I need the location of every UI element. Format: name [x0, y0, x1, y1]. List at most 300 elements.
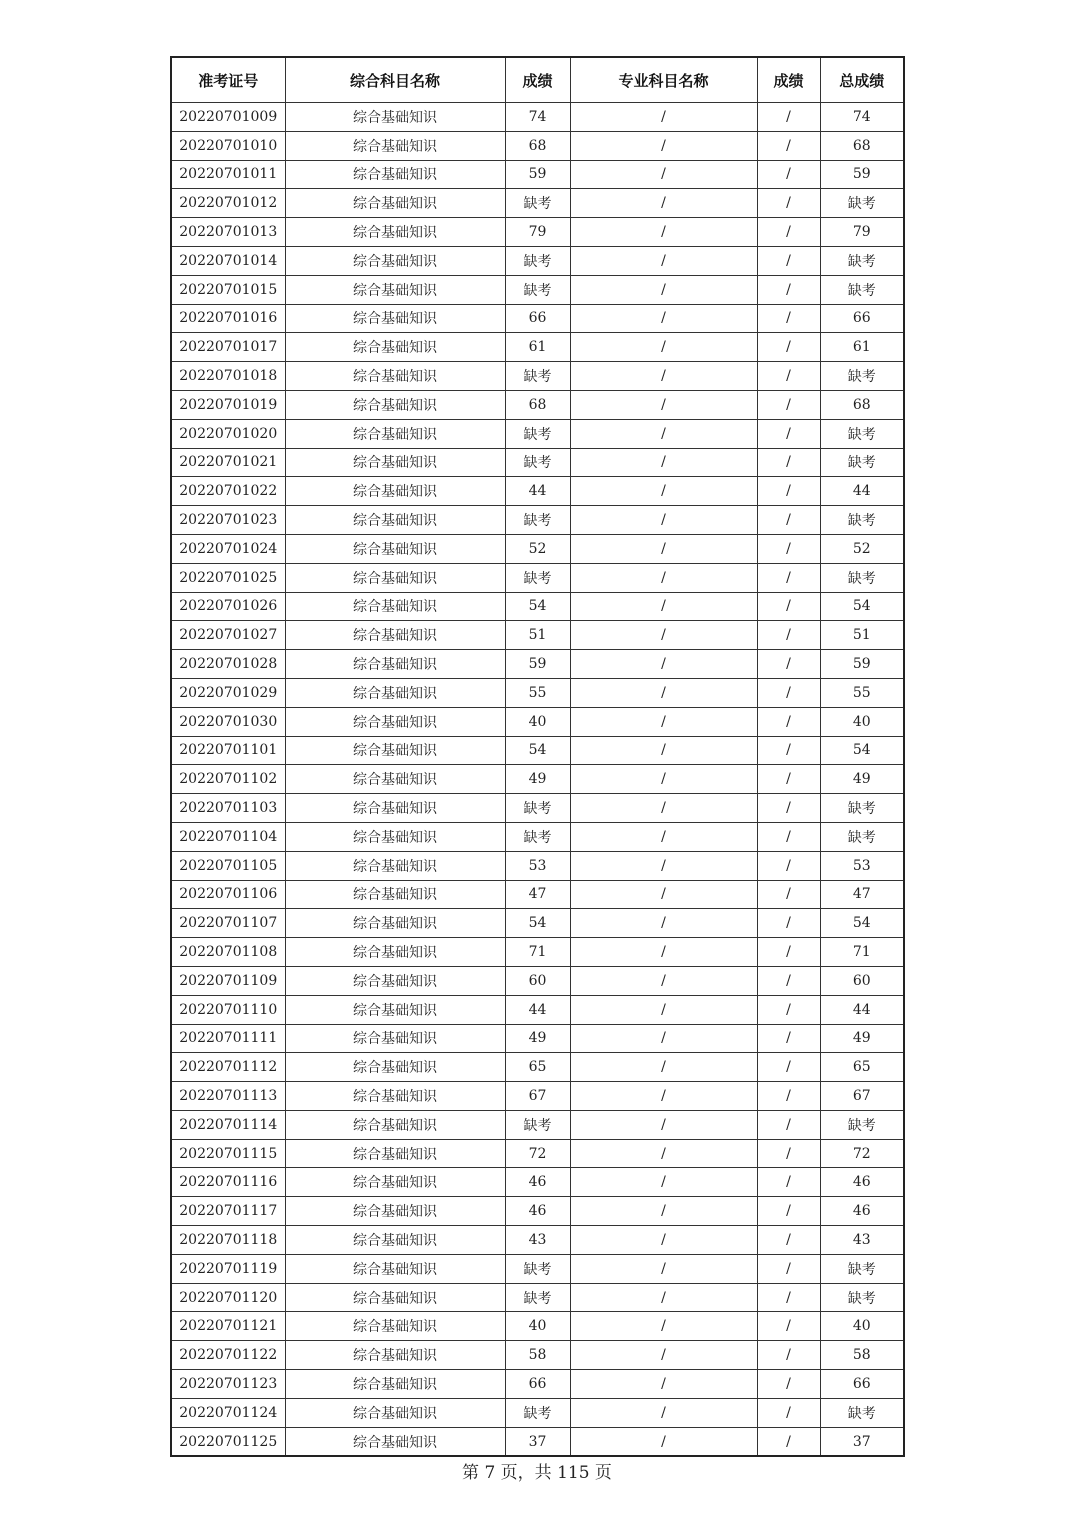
general-subject-cell: 综合基础知识 — [285, 822, 505, 851]
general-score-cell: 51 — [505, 621, 570, 650]
table-row — [171, 736, 904, 765]
exam-id-cell: 20220701028 — [171, 650, 285, 679]
table-row — [171, 1370, 904, 1399]
general-score-cell: 68 — [505, 131, 570, 160]
general-subject-cell: 综合基础知识 — [285, 189, 505, 218]
table-row — [171, 131, 904, 160]
total-score-cell: 59 — [820, 160, 904, 189]
general-score-cell: 46 — [505, 1197, 570, 1226]
general-subject-cell: 综合基础知识 — [285, 678, 505, 707]
table-row — [171, 304, 904, 333]
total-score-cell: 缺考 — [820, 246, 904, 275]
major-score-cell: / — [757, 794, 820, 823]
general-score-cell: 缺考 — [505, 362, 570, 391]
total-score-cell: 40 — [820, 707, 904, 736]
major-subject-cell: / — [570, 275, 757, 304]
major-subject-cell: / — [570, 534, 757, 563]
general-score-cell: 58 — [505, 1341, 570, 1370]
exam-id-cell: 20220701027 — [171, 621, 285, 650]
general-score-cell: 缺考 — [505, 822, 570, 851]
score-table-body — [171, 103, 904, 1457]
general-score-cell: 59 — [505, 650, 570, 679]
total-score-cell: 缺考 — [820, 794, 904, 823]
major-subject-cell: / — [570, 419, 757, 448]
header-major-subject: 专业科目名称 — [570, 57, 757, 103]
major-subject-cell: / — [570, 1370, 757, 1399]
table-row — [171, 765, 904, 794]
major-subject-cell: / — [570, 650, 757, 679]
table-row — [171, 1110, 904, 1139]
table-row — [171, 1226, 904, 1255]
major-score-cell: / — [757, 707, 820, 736]
table-row — [171, 333, 904, 362]
total-score-cell: 缺考 — [820, 448, 904, 477]
table-row — [171, 1427, 904, 1456]
major-score-cell: / — [757, 995, 820, 1024]
major-subject-cell: / — [570, 678, 757, 707]
general-score-cell: 缺考 — [505, 246, 570, 275]
table-row — [171, 1082, 904, 1111]
total-score-cell: 68 — [820, 390, 904, 419]
exam-id-cell: 20220701117 — [171, 1197, 285, 1226]
major-score-cell: / — [757, 1370, 820, 1399]
table-row — [171, 1283, 904, 1312]
major-score-cell: / — [757, 1082, 820, 1111]
table-row — [171, 563, 904, 592]
general-score-cell: 65 — [505, 1053, 570, 1082]
general-score-cell: 59 — [505, 160, 570, 189]
major-score-cell: / — [757, 131, 820, 160]
major-score-cell: / — [757, 419, 820, 448]
major-subject-cell: / — [570, 592, 757, 621]
general-subject-cell: 综合基础知识 — [285, 333, 505, 362]
major-subject-cell: / — [570, 1197, 757, 1226]
major-subject-cell: / — [570, 1168, 757, 1197]
major-score-cell: / — [757, 1197, 820, 1226]
general-subject-cell: 综合基础知识 — [285, 419, 505, 448]
general-subject-cell: 综合基础知识 — [285, 218, 505, 247]
major-score-cell: / — [757, 563, 820, 592]
total-score-cell: 缺考 — [820, 1398, 904, 1427]
exam-id-cell: 20220701022 — [171, 477, 285, 506]
total-score-cell: 71 — [820, 938, 904, 967]
exam-id-cell: 20220701107 — [171, 909, 285, 938]
general-score-cell: 53 — [505, 851, 570, 880]
header-row — [171, 57, 904, 103]
general-subject-cell: 综合基础知识 — [285, 1053, 505, 1082]
total-score-cell: 59 — [820, 650, 904, 679]
total-score-cell: 37 — [820, 1427, 904, 1456]
major-subject-cell: / — [570, 822, 757, 851]
exam-id-cell: 20220701111 — [171, 1024, 285, 1053]
major-subject-cell: / — [570, 563, 757, 592]
general-score-cell: 缺考 — [505, 1110, 570, 1139]
general-score-cell: 缺考 — [505, 419, 570, 448]
major-subject-cell: / — [570, 1139, 757, 1168]
total-score-cell: 58 — [820, 1341, 904, 1370]
general-subject-cell: 综合基础知识 — [285, 448, 505, 477]
major-score-cell: / — [757, 448, 820, 477]
table-row — [171, 822, 904, 851]
major-subject-cell: / — [570, 880, 757, 909]
total-score-cell: 46 — [820, 1168, 904, 1197]
general-score-cell: 47 — [505, 880, 570, 909]
exam-id-cell: 20220701123 — [171, 1370, 285, 1399]
table-row — [171, 477, 904, 506]
table-row — [171, 218, 904, 247]
general-score-cell: 37 — [505, 1427, 570, 1456]
general-subject-cell: 综合基础知识 — [285, 1341, 505, 1370]
major-score-cell: / — [757, 246, 820, 275]
major-score-cell: / — [757, 1139, 820, 1168]
table-row — [171, 1312, 904, 1341]
exam-id-cell: 20220701030 — [171, 707, 285, 736]
total-score-cell: 40 — [820, 1312, 904, 1341]
major-subject-cell: / — [570, 966, 757, 995]
major-subject-cell: / — [570, 851, 757, 880]
general-subject-cell: 综合基础知识 — [285, 1110, 505, 1139]
exam-id-cell: 20220701009 — [171, 103, 285, 132]
table-row — [171, 448, 904, 477]
major-subject-cell: / — [570, 938, 757, 967]
general-subject-cell: 综合基础知识 — [285, 621, 505, 650]
major-subject-cell: / — [570, 736, 757, 765]
major-subject-cell: / — [570, 1398, 757, 1427]
major-score-cell: / — [757, 189, 820, 218]
general-score-cell: 缺考 — [505, 1254, 570, 1283]
exam-id-cell: 20220701109 — [171, 966, 285, 995]
exam-id-cell: 20220701010 — [171, 131, 285, 160]
major-score-cell: / — [757, 218, 820, 247]
total-score-cell: 44 — [820, 995, 904, 1024]
table-row — [171, 1139, 904, 1168]
table-row — [171, 189, 904, 218]
total-score-cell: 缺考 — [820, 506, 904, 535]
table-row — [171, 1168, 904, 1197]
table-row — [171, 592, 904, 621]
major-subject-cell: / — [570, 131, 757, 160]
total-score-cell: 缺考 — [820, 1254, 904, 1283]
table-row — [171, 390, 904, 419]
table-row — [171, 966, 904, 995]
major-score-cell: / — [757, 592, 820, 621]
general-score-cell: 缺考 — [505, 1398, 570, 1427]
header-total-score: 总成绩 — [820, 57, 904, 103]
major-subject-cell: / — [570, 794, 757, 823]
exam-id-cell: 20220701016 — [171, 304, 285, 333]
general-subject-cell: 综合基础知识 — [285, 362, 505, 391]
exam-id-cell: 20220701114 — [171, 1110, 285, 1139]
table-row — [171, 938, 904, 967]
major-score-cell: / — [757, 1168, 820, 1197]
general-score-cell: 40 — [505, 1312, 570, 1341]
general-score-cell: 43 — [505, 1226, 570, 1255]
general-subject-cell: 综合基础知识 — [285, 1283, 505, 1312]
major-subject-cell: / — [570, 1341, 757, 1370]
general-subject-cell: 综合基础知识 — [285, 563, 505, 592]
general-subject-cell: 综合基础知识 — [285, 592, 505, 621]
major-score-cell: / — [757, 1024, 820, 1053]
major-subject-cell: / — [570, 218, 757, 247]
major-score-cell: / — [757, 822, 820, 851]
major-score-cell: / — [757, 880, 820, 909]
major-score-cell: / — [757, 390, 820, 419]
major-score-cell: / — [757, 275, 820, 304]
major-subject-cell: / — [570, 909, 757, 938]
exam-id-cell: 20220701015 — [171, 275, 285, 304]
major-subject-cell: / — [570, 765, 757, 794]
exam-id-cell: 20220701113 — [171, 1082, 285, 1111]
total-score-cell: 67 — [820, 1082, 904, 1111]
exam-id-cell: 20220701021 — [171, 448, 285, 477]
total-score-cell: 66 — [820, 304, 904, 333]
major-score-cell: / — [757, 736, 820, 765]
major-score-cell: / — [757, 1053, 820, 1082]
major-score-cell: / — [757, 304, 820, 333]
total-score-cell: 46 — [820, 1197, 904, 1226]
general-subject-cell: 综合基础知识 — [285, 794, 505, 823]
page-number-footer: 第 7 页，共 115 页 — [462, 1463, 612, 1483]
exam-id-cell: 20220701011 — [171, 160, 285, 189]
major-score-cell: / — [757, 534, 820, 563]
general-subject-cell: 综合基础知识 — [285, 1197, 505, 1226]
header-exam-id: 准考证号 — [171, 57, 285, 103]
header-general-score: 成绩 — [505, 57, 570, 103]
exam-id-cell: 20220701122 — [171, 1341, 285, 1370]
general-score-cell: 79 — [505, 218, 570, 247]
major-subject-cell: / — [570, 160, 757, 189]
general-subject-cell: 综合基础知识 — [285, 1398, 505, 1427]
table-row — [171, 794, 904, 823]
general-subject-cell: 综合基础知识 — [285, 1082, 505, 1111]
exam-id-cell: 20220701112 — [171, 1053, 285, 1082]
major-score-cell: / — [757, 506, 820, 535]
table-row — [171, 246, 904, 275]
major-score-cell: / — [757, 160, 820, 189]
general-subject-cell: 综合基础知识 — [285, 160, 505, 189]
major-score-cell: / — [757, 966, 820, 995]
general-score-cell: 54 — [505, 909, 570, 938]
header-general-subject: 综合科目名称 — [285, 57, 505, 103]
total-score-cell: 缺考 — [820, 189, 904, 218]
table-row — [171, 909, 904, 938]
exam-id-cell: 20220701125 — [171, 1427, 285, 1456]
exam-id-cell: 20220701120 — [171, 1283, 285, 1312]
major-subject-cell: / — [570, 506, 757, 535]
major-score-cell: / — [757, 1226, 820, 1255]
general-score-cell: 71 — [505, 938, 570, 967]
general-score-cell: 缺考 — [505, 563, 570, 592]
general-subject-cell: 综合基础知识 — [285, 304, 505, 333]
total-score-cell: 缺考 — [820, 419, 904, 448]
table-row — [171, 995, 904, 1024]
general-score-cell: 74 — [505, 103, 570, 132]
major-score-cell: / — [757, 333, 820, 362]
exam-id-cell: 20220701023 — [171, 506, 285, 535]
major-subject-cell: / — [570, 707, 757, 736]
general-score-cell: 缺考 — [505, 189, 570, 218]
general-subject-cell: 综合基础知识 — [285, 506, 505, 535]
table-row — [171, 1254, 904, 1283]
general-subject-cell: 综合基础知识 — [285, 995, 505, 1024]
table-row — [171, 506, 904, 535]
general-subject-cell: 综合基础知识 — [285, 1427, 505, 1456]
general-subject-cell: 综合基础知识 — [285, 736, 505, 765]
exam-id-cell: 20220701102 — [171, 765, 285, 794]
general-subject-cell: 综合基础知识 — [285, 1168, 505, 1197]
total-score-cell: 72 — [820, 1139, 904, 1168]
total-score-cell: 65 — [820, 1053, 904, 1082]
exam-id-cell: 20220701101 — [171, 736, 285, 765]
major-score-cell: / — [757, 621, 820, 650]
general-score-cell: 61 — [505, 333, 570, 362]
exam-id-cell: 20220701014 — [171, 246, 285, 275]
major-score-cell: / — [757, 1254, 820, 1283]
total-score-cell: 74 — [820, 103, 904, 132]
total-score-cell: 缺考 — [820, 1283, 904, 1312]
total-score-cell: 61 — [820, 333, 904, 362]
exam-id-cell: 20220701121 — [171, 1312, 285, 1341]
general-score-cell: 缺考 — [505, 275, 570, 304]
exam-id-cell: 20220701118 — [171, 1226, 285, 1255]
exam-id-cell: 20220701106 — [171, 880, 285, 909]
general-score-cell: 缺考 — [505, 506, 570, 535]
general-score-cell: 52 — [505, 534, 570, 563]
exam-id-cell: 20220701104 — [171, 822, 285, 851]
major-subject-cell: / — [570, 1254, 757, 1283]
general-score-cell: 49 — [505, 1024, 570, 1053]
major-subject-cell: / — [570, 246, 757, 275]
major-score-cell: / — [757, 1312, 820, 1341]
major-subject-cell: / — [570, 333, 757, 362]
total-score-cell: 缺考 — [820, 563, 904, 592]
general-subject-cell: 综合基础知识 — [285, 1312, 505, 1341]
general-subject-cell: 综合基础知识 — [285, 880, 505, 909]
major-score-cell: / — [757, 650, 820, 679]
major-subject-cell: / — [570, 304, 757, 333]
exam-id-cell: 20220701029 — [171, 678, 285, 707]
general-score-cell: 44 — [505, 477, 570, 506]
exam-id-cell: 20220701018 — [171, 362, 285, 391]
general-subject-cell: 综合基础知识 — [285, 765, 505, 794]
total-score-cell: 49 — [820, 765, 904, 794]
table-row — [171, 160, 904, 189]
major-subject-cell: / — [570, 1312, 757, 1341]
major-score-cell: / — [757, 1427, 820, 1456]
general-subject-cell: 综合基础知识 — [285, 707, 505, 736]
table-row — [171, 103, 904, 132]
general-subject-cell: 综合基础知识 — [285, 275, 505, 304]
total-score-cell: 49 — [820, 1024, 904, 1053]
total-score-cell: 68 — [820, 131, 904, 160]
major-subject-cell: / — [570, 1226, 757, 1255]
major-subject-cell: / — [570, 448, 757, 477]
table-row — [171, 362, 904, 391]
general-subject-cell: 综合基础知识 — [285, 390, 505, 419]
general-score-cell: 72 — [505, 1139, 570, 1168]
major-subject-cell: / — [570, 995, 757, 1024]
header-major-score: 成绩 — [757, 57, 820, 103]
total-score-cell: 缺考 — [820, 1110, 904, 1139]
general-subject-cell: 综合基础知识 — [285, 1254, 505, 1283]
major-score-cell: / — [757, 1341, 820, 1370]
general-score-cell: 66 — [505, 304, 570, 333]
general-subject-cell: 综合基础知识 — [285, 650, 505, 679]
major-subject-cell: / — [570, 477, 757, 506]
general-subject-cell: 综合基础知识 — [285, 103, 505, 132]
general-score-cell: 55 — [505, 678, 570, 707]
total-score-cell: 44 — [820, 477, 904, 506]
exam-id-cell: 20220701026 — [171, 592, 285, 621]
major-score-cell: / — [757, 909, 820, 938]
total-score-cell: 缺考 — [820, 275, 904, 304]
exam-id-cell: 20220701012 — [171, 189, 285, 218]
general-subject-cell: 综合基础知识 — [285, 1370, 505, 1399]
general-score-cell: 54 — [505, 592, 570, 621]
major-score-cell: / — [757, 938, 820, 967]
exam-id-cell: 20220701119 — [171, 1254, 285, 1283]
major-score-cell: / — [757, 103, 820, 132]
general-score-cell: 缺考 — [505, 794, 570, 823]
total-score-cell: 55 — [820, 678, 904, 707]
total-score-cell: 缺考 — [820, 362, 904, 391]
major-subject-cell: / — [570, 390, 757, 419]
exam-id-cell: 20220701103 — [171, 794, 285, 823]
general-score-cell: 缺考 — [505, 448, 570, 477]
general-subject-cell: 综合基础知识 — [285, 909, 505, 938]
general-score-cell: 49 — [505, 765, 570, 794]
general-subject-cell: 综合基础知识 — [285, 966, 505, 995]
score-table — [170, 56, 905, 1457]
general-subject-cell: 综合基础知识 — [285, 938, 505, 967]
total-score-cell: 79 — [820, 218, 904, 247]
table-row — [171, 419, 904, 448]
total-score-cell: 66 — [820, 1370, 904, 1399]
general-score-cell: 54 — [505, 736, 570, 765]
general-subject-cell: 综合基础知识 — [285, 131, 505, 160]
exam-id-cell: 20220701115 — [171, 1139, 285, 1168]
total-score-cell: 51 — [820, 621, 904, 650]
table-row — [171, 621, 904, 650]
table-row — [171, 1341, 904, 1370]
general-score-cell: 40 — [505, 707, 570, 736]
table-row — [171, 1398, 904, 1427]
general-subject-cell: 综合基础知识 — [285, 851, 505, 880]
major-subject-cell: / — [570, 1283, 757, 1312]
total-score-cell: 43 — [820, 1226, 904, 1255]
table-row — [171, 707, 904, 736]
major-score-cell: / — [757, 678, 820, 707]
major-subject-cell: / — [570, 1110, 757, 1139]
total-score-cell: 54 — [820, 592, 904, 621]
exam-id-cell: 20220701116 — [171, 1168, 285, 1197]
table-row — [171, 1053, 904, 1082]
exam-id-cell: 20220701108 — [171, 938, 285, 967]
exam-id-cell: 20220701025 — [171, 563, 285, 592]
general-score-cell: 46 — [505, 1168, 570, 1197]
score-table-header — [171, 57, 904, 103]
general-score-cell: 60 — [505, 966, 570, 995]
major-subject-cell: / — [570, 1427, 757, 1456]
major-score-cell: / — [757, 477, 820, 506]
major-subject-cell: / — [570, 1053, 757, 1082]
major-subject-cell: / — [570, 362, 757, 391]
exam-id-cell: 20220701105 — [171, 851, 285, 880]
general-subject-cell: 综合基础知识 — [285, 1024, 505, 1053]
major-score-cell: / — [757, 1398, 820, 1427]
total-score-cell: 54 — [820, 736, 904, 765]
general-score-cell: 67 — [505, 1082, 570, 1111]
